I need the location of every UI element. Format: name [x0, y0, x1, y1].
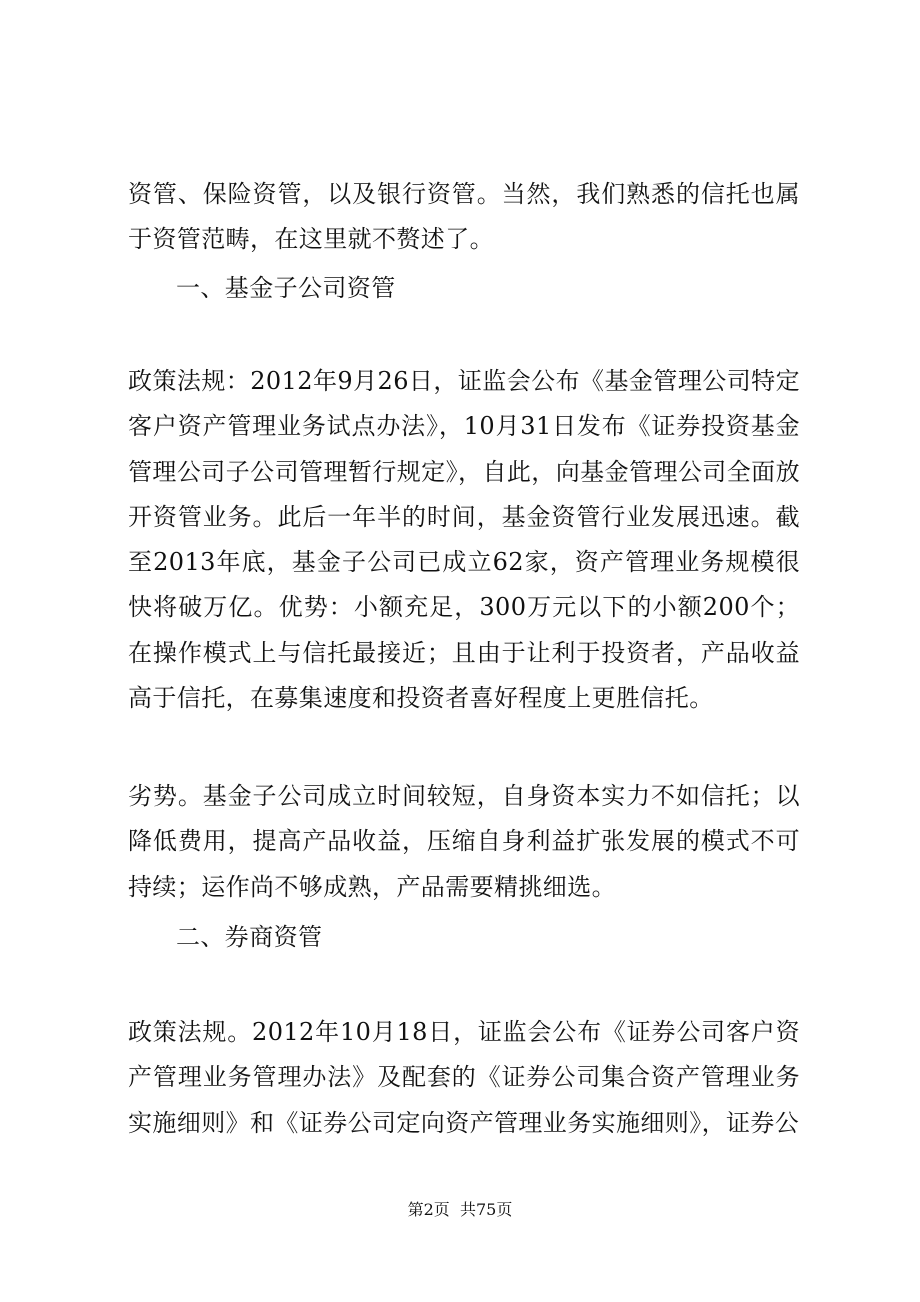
- page-total: 共75页: [459, 1200, 513, 1219]
- page-number: 第2页: [407, 1200, 450, 1219]
- paragraph-broker-policy: 政策法规。2012年10月18日，证监会公布《证券公司客户资产管理业务管理办法》及配套的《证券公司集合资产管理业务实施细则》和《证券公司定向资产管理业务实施细则》，证券公: [128, 1018, 800, 1137]
- section-heading-fund-subsidiary: 一、基金子公司资管: [176, 274, 396, 302]
- paragraph-fund-weakness: 劣势。基金子公司成立时间较短，自身资本实力不如信托；以降低费用，提高产品收益，压缩自身利益扩张发展的模式不可持续；运作尚不够成熟，产品需要精挑细选。: [128, 782, 800, 901]
- paragraph-fund-policy: 政策法规：2012年9月26日，证监会公布《基金管理公司特定客户资产管理业务试点办法》，10月31日发布《证券投资基金管理公司子公司管理暂行规定》，自此，向基金管理公司全面放开资管业务。此后一年半的时间，基金资管行业发展迅速。截至2013年底，基金子公司已成立62家，资产管理业务规模很快将破万亿。优势：小额充足，300万元以下的小额200个；在操作模式上与信托最接近；且由于让利于投资者，产品收益高于信托，在募集速度和投资者喜好程度上更胜信托。: [128, 367, 800, 713]
- paragraph-intro: 资管、保险资管，以及银行资管。当然，我们熟悉的信托也属于资管范畴，在这里就不赘述了。: [128, 180, 800, 254]
- section-heading-broker: 二、券商资管: [176, 923, 323, 951]
- page-footer: [0, 1198, 920, 1222]
